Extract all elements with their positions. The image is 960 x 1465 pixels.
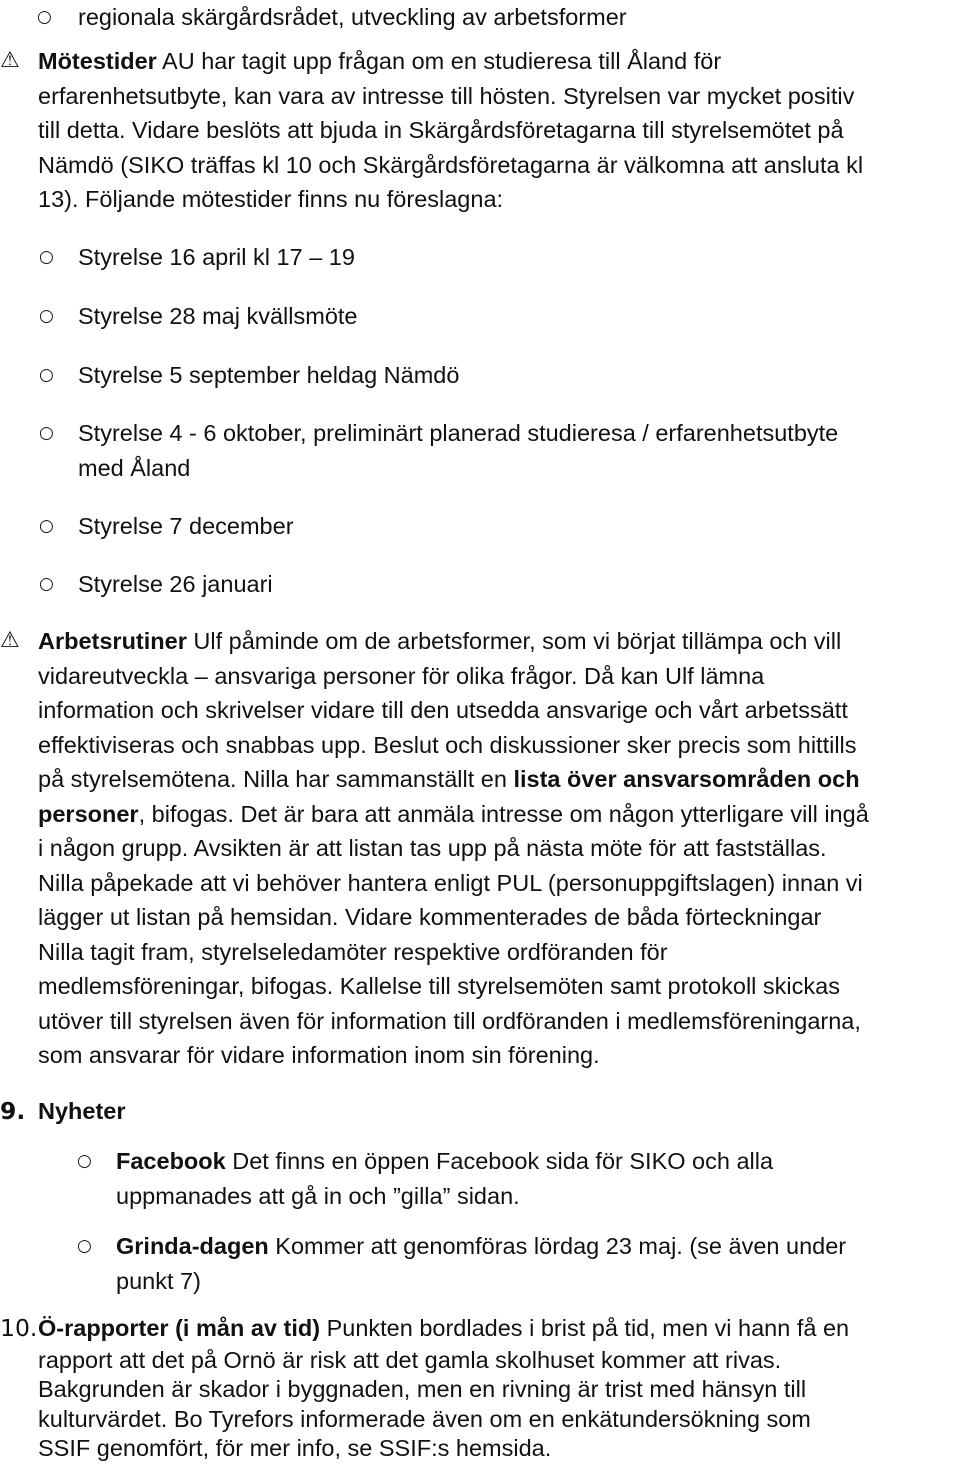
meeting-text: Styrelse 28 maj kvällsmöte bbox=[78, 303, 358, 329]
bold-phrase: lista över ansvarsområden och bbox=[513, 766, 860, 792]
circle-bullet-icon: ○ bbox=[37, 7, 52, 27]
circle-bullet-icon: ○ bbox=[39, 516, 54, 536]
text-line: Bakgrunden är skador i byggnaden, men en rivning är trist med hänsyn till bbox=[38, 1376, 807, 1402]
text-line: information och skrivelser vidare till den utsedda ansvarige och vårt arbetssätt bbox=[38, 697, 848, 723]
text-line: Arbetsrutiner Ulf påminde om de arbetsformer, som vi börjat tillämpa och vill bbox=[38, 628, 842, 654]
text-line: Nämdö (SIKO träffas kl 10 och Skärgårdsföretagarna är välkomna att ansluta kl bbox=[38, 151, 864, 178]
text-line: rapport att det på Ornö är risk att det gamla skolhuset kommer att rivas. bbox=[38, 1346, 782, 1373]
section-number: 10. bbox=[0, 1314, 38, 1342]
text-line: utöver till styrelsen även för information till ordföranden i medlemsföreningarna, bbox=[38, 1007, 861, 1034]
text-line: personer, bifogas. Det är bara att anmäla intresse om någon ytterligare vill ingå bbox=[38, 800, 869, 827]
meeting-text: Styrelse 16 april kl 17 – 19 bbox=[78, 244, 355, 270]
text-line: vidareutveckla – ansvariga personer för olika frågor. Då kan Ulf lämna bbox=[38, 662, 765, 689]
text-line: 13). Följande mötestider finns nu föreslagna: bbox=[38, 186, 504, 212]
news-item-text: Grinda-dagen Kommer att genomföras lördag 23 maj. (se även under punkt 7) bbox=[116, 1233, 847, 1294]
circle-bullet-icon: ○ bbox=[39, 247, 54, 267]
meeting-text: Styrelse 5 september heldag Nämdö bbox=[78, 362, 460, 388]
arbetsrutiner-text bbox=[38, 624, 958, 1073]
motestider-text bbox=[38, 44, 958, 217]
section-number: 9. bbox=[0, 1097, 26, 1125]
text-line: som ansvarar för vidare information inom sin förening. bbox=[38, 1042, 600, 1068]
bold-phrase: personer bbox=[38, 800, 139, 827]
meeting-text: Styrelse 7 december bbox=[78, 513, 294, 539]
section-title: Nyheter bbox=[38, 1098, 126, 1124]
text-line: på styrelsemötena. Nilla har sammanställt en lista över ansvarsområden och bbox=[38, 766, 860, 792]
text-line: erfarenhetsutbyte, kan vara av intresse till hösten. Styrelsen var mycket positiv bbox=[38, 82, 855, 109]
warning-triangle-icon: ⚠ bbox=[0, 48, 20, 73]
circle-bullet-icon: ○ bbox=[39, 574, 54, 594]
circle-bullet-icon: ○ bbox=[77, 1236, 92, 1256]
circle-bullet-icon: ○ bbox=[39, 423, 54, 443]
news-item-title: Facebook bbox=[116, 1148, 226, 1174]
text-line: Mötestider AU har tagit upp frågan om en studieresa till Åland för bbox=[38, 48, 722, 74]
section-10-text: Ö-rapporter (i mån av tid) Punkten bordlades i brist på tid, men vi hann få en rapport att det på Ornö är risk att det gamla skolhuset kommer att rivas. Bakgrunden är skador i byggnaden, men en rivning är trist med hänsyn till kulturvärdet. Bo Tyrefors informerade även om en enkätundersökning som SSIF genomfört, för mer info, se SSIF:s hemsida. bbox=[38, 1311, 958, 1464]
news-item-title: Grinda-dagen bbox=[116, 1233, 269, 1259]
circle-bullet-icon: ○ bbox=[39, 365, 54, 385]
warning-triangle-icon: ⚠ bbox=[0, 628, 20, 653]
text-line: effektiviseras och snabbas upp. Beslut och diskussioner sker precis som hittills bbox=[38, 731, 857, 758]
motestider-heading: Mötestider bbox=[38, 48, 157, 74]
section-title: Ö-rapporter (i mån av tid) bbox=[38, 1315, 321, 1341]
meeting-text: Styrelse 26 januari bbox=[78, 571, 273, 597]
text-line: SSIF genomfört, för mer info, se SSIF:s hemsida. bbox=[38, 1435, 552, 1461]
text-line: kulturvärdet. Bo Tyrefors informerade även om en enkätundersökning som bbox=[38, 1405, 811, 1432]
text-line: Nilla tagit fram, styrelseledamöter respektive ordföranden för bbox=[38, 938, 668, 965]
text-line: till detta. Vidare beslöts att bjuda in Skärgårdsföretagarna till styrelsemötet på bbox=[38, 117, 844, 143]
meeting-text: Styrelse 4 - 6 oktober, preliminärt planerad studieresa / erfarenhetsutbyte med Åland bbox=[78, 420, 839, 481]
circle-bullet-icon: ○ bbox=[77, 1151, 92, 1171]
list-item-text: regionala skärgårdsrådet, utveckling av arbetsformer bbox=[78, 4, 627, 30]
text-line: lägger ut listan på hemsidan. Vidare kommenterades de båda förteckningar bbox=[38, 904, 822, 930]
text-line: Nilla påpekade att vi behöver hantera enligt PUL (personuppgiftslagen) innan vi bbox=[38, 869, 863, 896]
text-line: i någon grupp. Avsikten är att listan tas upp på nästa möte för att fastställas. bbox=[38, 835, 827, 861]
circle-bullet-icon: ○ bbox=[39, 306, 54, 326]
text-line: medlemsföreningar, bifogas. Kallelse till styrelsemöten samt protokoll skickas bbox=[38, 973, 840, 999]
arbetsrutiner-heading: Arbetsrutiner bbox=[38, 628, 187, 654]
news-item-text: Facebook Det finns en öppen Facebook sida för SIKO och alla uppmanades att gå in och ”gilla” sidan. bbox=[116, 1148, 774, 1209]
